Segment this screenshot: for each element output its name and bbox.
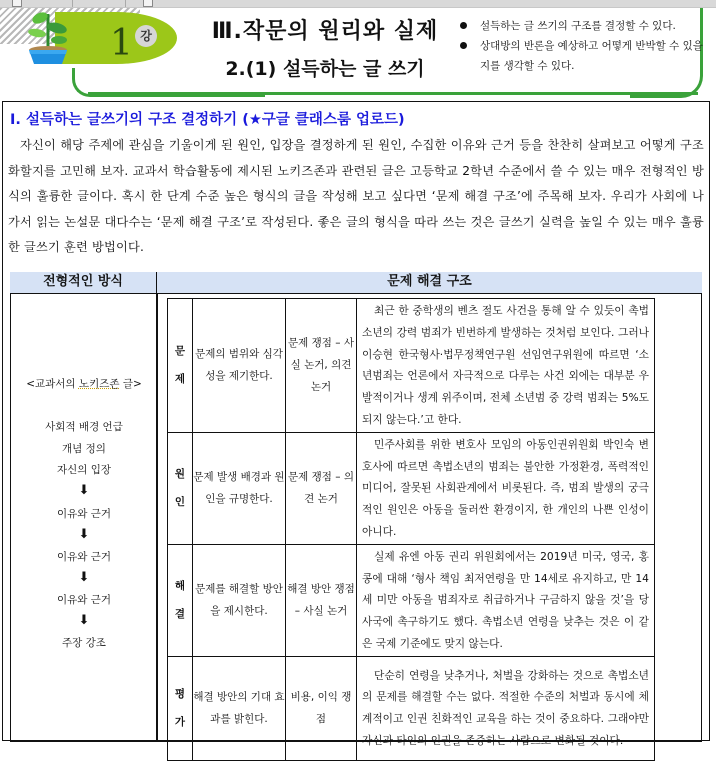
goal-text: 설득하는 글 쓰기의 구조를 결정할 수 있다.: [480, 20, 676, 32]
role-cell: 문제를 해결할 방안을 제시한다.: [193, 544, 286, 656]
step-item: 주장 강조: [62, 637, 106, 649]
header-typical: 전형적인 방식: [10, 272, 157, 294]
goal-text: 상대방의 반론을 예상하고 어떻게 반박할 수 있을지를 생각할 수 있다.: [480, 40, 703, 72]
nokidszone-term: 노키즈존: [78, 378, 120, 390]
table-row: [168, 544, 655, 656]
goal-item: [458, 36, 708, 76]
goal-item: [458, 16, 708, 36]
table-row: [168, 299, 655, 433]
step-item: 이유와 근거: [56, 508, 112, 520]
table-row: [168, 656, 655, 760]
role-cell: 문제 발생 배경과 원인을 규명한다.: [193, 432, 286, 544]
source-label: <교과서의 노키즈존 글>: [26, 378, 142, 390]
issue-cell: 비용, 이익 쟁점: [286, 656, 357, 760]
section-title: Ⅰ. 설득하는 글쓰기의 구조 결정하기 (★구글 클래스룸 업로드): [10, 112, 405, 128]
down-arrow-icon: ⬇: [78, 527, 90, 542]
ruler-marker[interactable]: [143, 0, 153, 7]
step-item: 사회적 배경 언급: [45, 421, 123, 433]
unit-title: Ⅲ.작문의 원리와 실제: [211, 19, 439, 44]
issue-cell: 문제 쟁점 – 사실 논거, 의견 논거: [286, 299, 357, 433]
down-arrow-icon: ⬇: [78, 613, 90, 628]
example-cell: 민주사회를 위한 변호사 모임의 아동인권위원회 박인숙 변호사에 따르면 촉법소년의 범죄는 불안한 가정환경, 폭력적인 미디어, 잘못된 사회관계에서 비롯된다. 즉, 범죄 발생의 궁극적인 원인은 아동을 둘러싼 환경이지, 한 개인의 나쁜 인성이 아니다.: [357, 432, 655, 544]
lesson-number: 1: [110, 23, 133, 64]
header-problem-solution: 문제 해결 구조: [157, 272, 702, 294]
example-cell: 실제 유엔 아동 권리 위원회에서는 2019년 미국, 영국, 홍콩에 대해 ‘형사 책임 최저연령을 만 14세로 유지하고, 만 14세 미만 아동을 범죄자로 취급하거나 구금하지 않을 것’을 당사국에 촉구하기도 했다. 촉법소년 연령을 낮추는 것은 이 같은 국제 기준에도 맞지 않는다.: [357, 544, 655, 656]
step-item: 이유와 근거: [56, 594, 112, 606]
stage-cell: 원 인: [168, 432, 193, 544]
learning-goals: [458, 16, 708, 76]
column-divider: [156, 294, 158, 742]
problem-solution-table: [167, 298, 655, 761]
header-frame-line: [88, 92, 698, 95]
ruler-strip: [0, 0, 716, 8]
lesson-badge: 강: [135, 25, 157, 47]
role-cell: 해결 방안의 기대 효과를 밝힌다.: [193, 656, 286, 760]
step-item: 자신의 입장: [56, 464, 112, 476]
bullet-icon: [460, 22, 467, 29]
stage-cell: 문 제: [168, 299, 193, 433]
step-item: 이유와 근거: [56, 551, 112, 563]
issue-cell: 문제 쟁점 – 의견 논거: [286, 432, 357, 544]
stage-cell: 해 결: [168, 544, 193, 656]
potted-plant-icon: [24, 8, 72, 66]
ruler-divider: [72, 0, 73, 7]
role-cell: 문제의 범위와 심각성을 제기한다.: [193, 299, 286, 433]
down-arrow-icon: ⬇: [78, 570, 90, 585]
issue-cell: 해결 방안 쟁점 – 사실 논거: [286, 544, 357, 656]
step-item: 개념 정의: [62, 443, 106, 455]
ruler-marker[interactable]: [12, 0, 22, 7]
stage-cell: 평 가: [168, 656, 193, 760]
example-cell: 단순히 연령을 낮추거나, 처벌을 강화하는 것으로 촉법소년의 문제를 해결할 수는 없다. 적절한 수준의 처벌과 동시에 체계적이고 인권 친화적인 교육을 하는 것이 중요하다. 그래야만 자신과 타인의 인권을 존중하는 사람으로 변화될 것이다.: [357, 656, 655, 760]
lesson-title: 2.(1) 설득하는 글 쓰기: [225, 58, 425, 80]
down-arrow-icon: ⬇: [78, 483, 90, 498]
table-row: [168, 432, 655, 544]
example-cell: 최근 한 중학생의 벤츠 절도 사건을 통해 알 수 있듯이 촉법소년의 강력 범죄가 빈번하게 발생하는 것처럼 보인다. 그러나 이승현 한국형사·법무정책연구원 선임연구위원에 따르면 ‘소년범죄는 언론에서 자극적으로 다루는 사건 외에는 대부분 우발적이거나 생계 위주이며, 전체 소년범 중 강력 범죄는 5%도 되지 않는다.’고 한다.: [357, 299, 655, 433]
ruler-divider: [125, 0, 126, 7]
bullet-icon: [460, 42, 467, 49]
intro-paragraph: 자신이 해당 주제에 관심을 기울이게 된 원인, 입장을 결정하게 된 원인, 수집한 이유와 근거 등을 찬찬히 살펴보고 어떻게 구조화할지를 고민해 보자. 교과서 학습활동에 제시된 노키즈존과 관련된 글은 고등학교 2학년 수준에서 쓸 수 있는 매우 전형적인 방식의 훌륭한 글이다. 혹시 한 단계 수준 높은 형식의 글을 작성해 보고 싶다면 ‘문제 해결 구조’에 주목해 보자. 우리가 사회에 나가서 읽는 논설문 대다수는 ‘문제 해결 구조’로 작성된다. 좋은 글의 형식을 따라 쓰는 것은 글쓰기 실력을 높일 수 있는 매우 훌륭한 글쓰기 훈련 방법이다.: [8, 138, 704, 255]
